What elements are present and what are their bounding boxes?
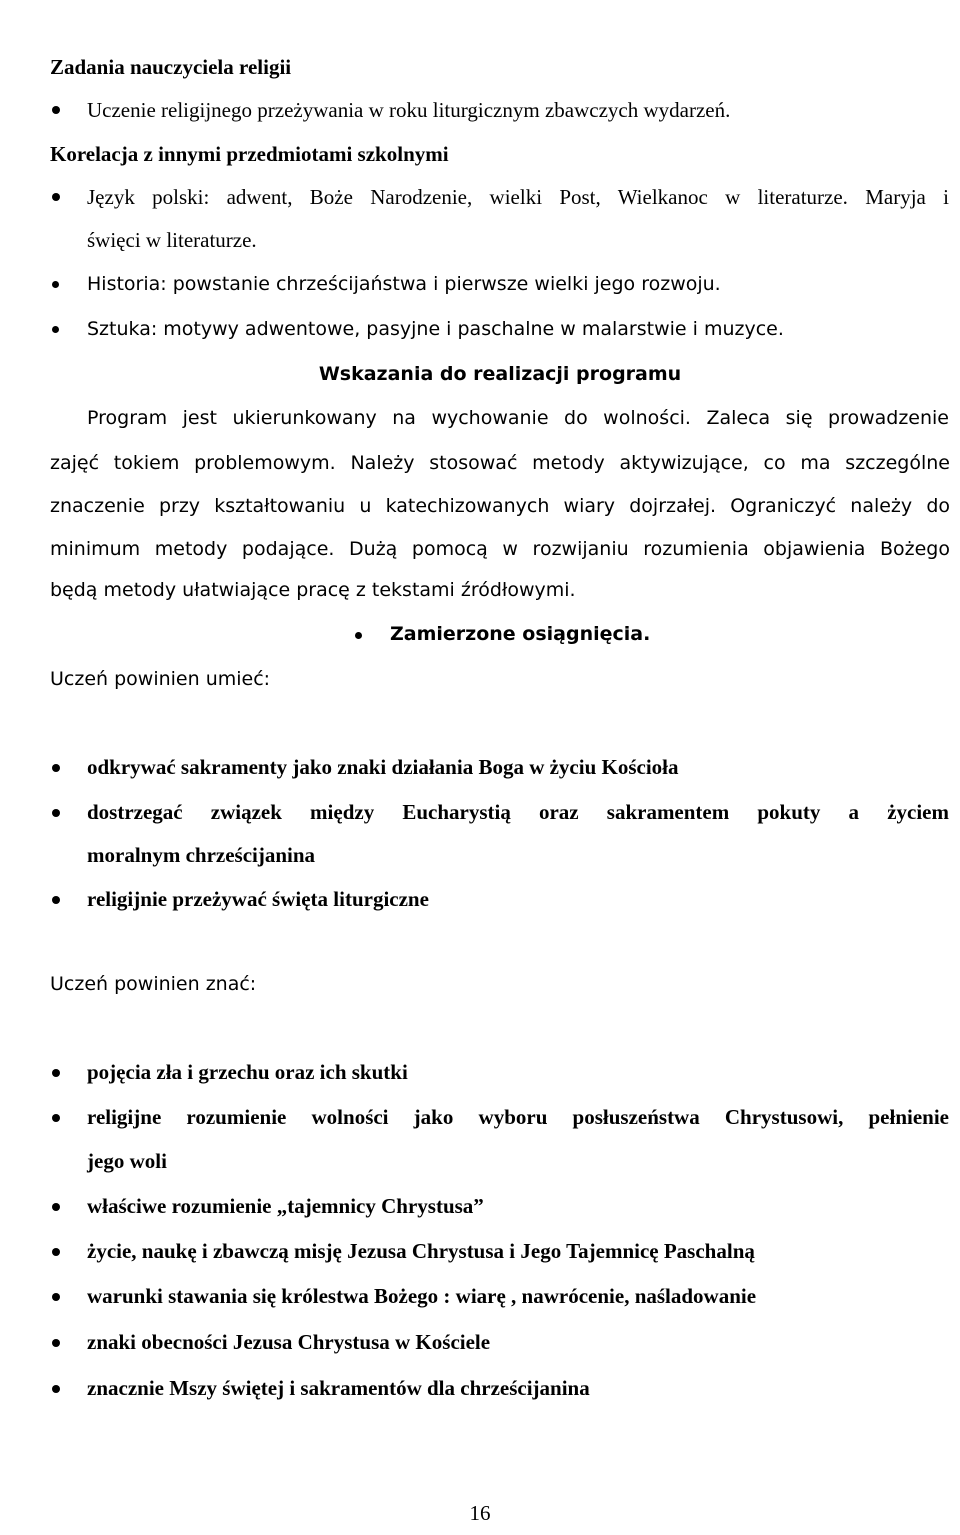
knowledge-item: życie, naukę i zbawczą misję Jezusa Chrystusa i Jego Tajemnicę Paschalną [87,1239,755,1263]
correlation-heading: Korelacja z innymi przedmiotami szkolnymi [50,142,449,166]
correlation-history: Historia: powstanie chrześcijaństwa i pierwsze wielki jego rozwoju. [87,273,721,295]
knowledge-item: pojęcia zła i grzechu oraz ich skutki [87,1060,408,1084]
teacher-task-item: Uczenie religijnego przeżywania w roku liturgicznym zbawczych wydarzeń. [87,98,731,122]
guidelines-line: znaczenie przy kształtowaniu u katechizowanych wiary dojrzałej. Ograniczyć należy do [50,495,950,517]
student-knowledge-heading: Uczeń powinien znać: [50,973,257,995]
bullet-icon [52,1069,60,1077]
achievements-heading: Zamierzone osiągnięcia. [390,623,651,645]
knowledge-item: znaki obecności Jezusa Chrystusa w Kościele [87,1330,491,1354]
bullet-icon [355,632,362,639]
bullet-icon [52,764,60,772]
bullet-icon [52,106,60,114]
guidelines-line: będą metody ułatwiające pracę z tekstami źródłowymi. [50,579,576,601]
skill-item: religijnie przeżywać święta liturgiczne [87,887,429,911]
correlation-polish-line2: święci w literaturze. [87,228,257,252]
bullet-icon [52,1248,60,1256]
guidelines-line: Program jest ukierunkowany na wychowanie do wolności. Zaleca się prowadzenie [87,407,949,429]
knowledge-item: religijne rozumienie wolności jako wyboru posłuszeństwa Chrystusowi, pełnienie [87,1105,949,1129]
knowledge-item: znacznie Mszy świętej i sakramentów dla chrześcijanina [87,1376,590,1400]
skill-item: odkrywać sakramenty jako znaki działania Boga w życiu Kościoła [87,755,679,779]
bullet-icon [52,1203,60,1211]
correlation-art: Sztuka: motywy adwentowe, pasyjne i paschalne w malarstwie i muzyce. [87,318,784,340]
bullet-icon [52,1114,60,1122]
bullet-icon [52,1385,60,1393]
skill-item: dostrzegać związek między Eucharystią oraz sakramentem pokuty a życiem [87,800,949,824]
knowledge-item: warunki stawania się królestwa Bożego : wiarę , nawrócenie, naśladowanie [87,1284,757,1308]
bullet-icon [52,193,60,201]
knowledge-item: właściwe rozumienie „tajemnicy Chrystusa” [87,1194,484,1218]
guidelines-line: zajęć tokiem problemowym. Należy stosować metody aktywizujące, co ma szczególne [50,452,950,474]
guidelines-line: minimum metody podające. Dużą pomocą w rozwijaniu rozumienia objawienia Bożego [50,538,950,560]
bullet-icon [52,1293,60,1301]
bullet-icon [52,281,59,288]
student-skills-heading: Uczeń powinien umieć: [50,668,271,690]
bullet-icon [52,896,60,904]
correlation-polish-line1: Język polski: adwent, Boże Narodzenie, wielki Post, Wielkanoc w literaturze. Maryja i [87,185,949,209]
bullet-icon [52,809,60,817]
page-number: 16 [469,1501,491,1525]
bullet-icon [52,1339,60,1347]
teacher-tasks-heading: Zadania nauczyciela religii [50,55,292,79]
bullet-icon [52,326,59,333]
knowledge-item-continued: jego woli [87,1149,167,1173]
guidelines-heading: Wskazania do realizacji programu [318,363,682,385]
skill-item-continued: moralnym chrześcijanina [87,843,316,867]
